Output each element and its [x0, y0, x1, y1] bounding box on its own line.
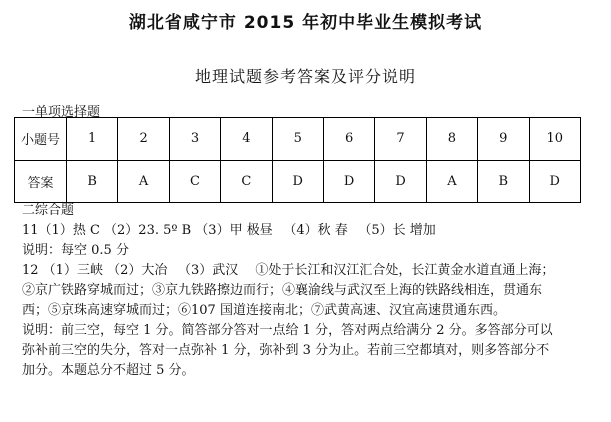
answer-cell: B	[67, 160, 118, 203]
answer-cell: C	[221, 160, 272, 203]
question-number: 3	[169, 118, 220, 161]
question-number: 10	[529, 118, 580, 161]
answer-line-q12-cont: ②京广铁路穿城而过；③京九铁路擦边而行；④襄渝线与武汉至上海的铁路线相连，贯通东	[22, 283, 543, 298]
answer-table	[14, 117, 581, 203]
question-number: 4	[221, 118, 272, 161]
answer-cell: D	[323, 160, 374, 203]
answer-cell: C	[169, 160, 220, 203]
table-row-answers	[15, 160, 581, 203]
answer-line-q12-cont: 西；⑤京珠高速穿城而过；⑥107 国道连接南北；⑦武黄高速、汉宜高速贯通东西。	[22, 303, 506, 318]
question-number: 1	[67, 118, 118, 161]
question-number: 5	[272, 118, 323, 161]
row-label-answer: 答案	[15, 160, 67, 203]
row-label-number: 小题号	[15, 118, 67, 161]
answer-cell: D	[375, 160, 426, 203]
section-comprehensive	[22, 201, 594, 381]
scoring-note-q11: 说明：每空 0.5 分	[22, 243, 129, 258]
question-number: 2	[118, 118, 169, 161]
page-subtitle: 地理试题参考答案及评分说明	[194, 67, 416, 86]
question-number: 9	[478, 118, 529, 161]
answer-cell: D	[529, 160, 580, 203]
answer-cell: B	[478, 160, 529, 203]
answer-line-q11: 11（1）热 C （2）23. 5º B （3）甲 极昼 （4）秋 春 （5）长 增加	[22, 223, 436, 238]
answer-cell: A	[118, 160, 169, 203]
answer-cell: D	[272, 160, 323, 203]
section-heading-comprehensive: 二综合题	[22, 203, 75, 218]
answer-cell: A	[426, 160, 477, 203]
scoring-note-q12-cont: 加分。本题总分不超过 5 分。	[22, 363, 195, 378]
table-row-numbers	[15, 118, 581, 161]
section-heading-single-choice: 一单项选择题	[22, 105, 101, 120]
question-number: 8	[426, 118, 477, 161]
question-number: 7	[375, 118, 426, 161]
page-title: 湖北省咸宁市 2015 年初中毕业生模拟考试	[128, 13, 483, 33]
answer-line-q12: 12 （1）三峡 （2）大冶 （3）武汉 ①处于长江和汉江汇合处，长江黄金水道直通上海；	[22, 263, 555, 278]
question-number: 6	[323, 118, 374, 161]
scoring-note-q12-cont: 弥补前三空的失分，答对一点弥补 1 分，弥补到 3 分为止。若前三空都填对，则多答部分不	[22, 343, 550, 358]
scoring-note-q12: 说明：前三空，每空 1 分。简答部分答对一点给 1 分，答对两点给满分 2 分。多答部分可以	[22, 323, 553, 338]
